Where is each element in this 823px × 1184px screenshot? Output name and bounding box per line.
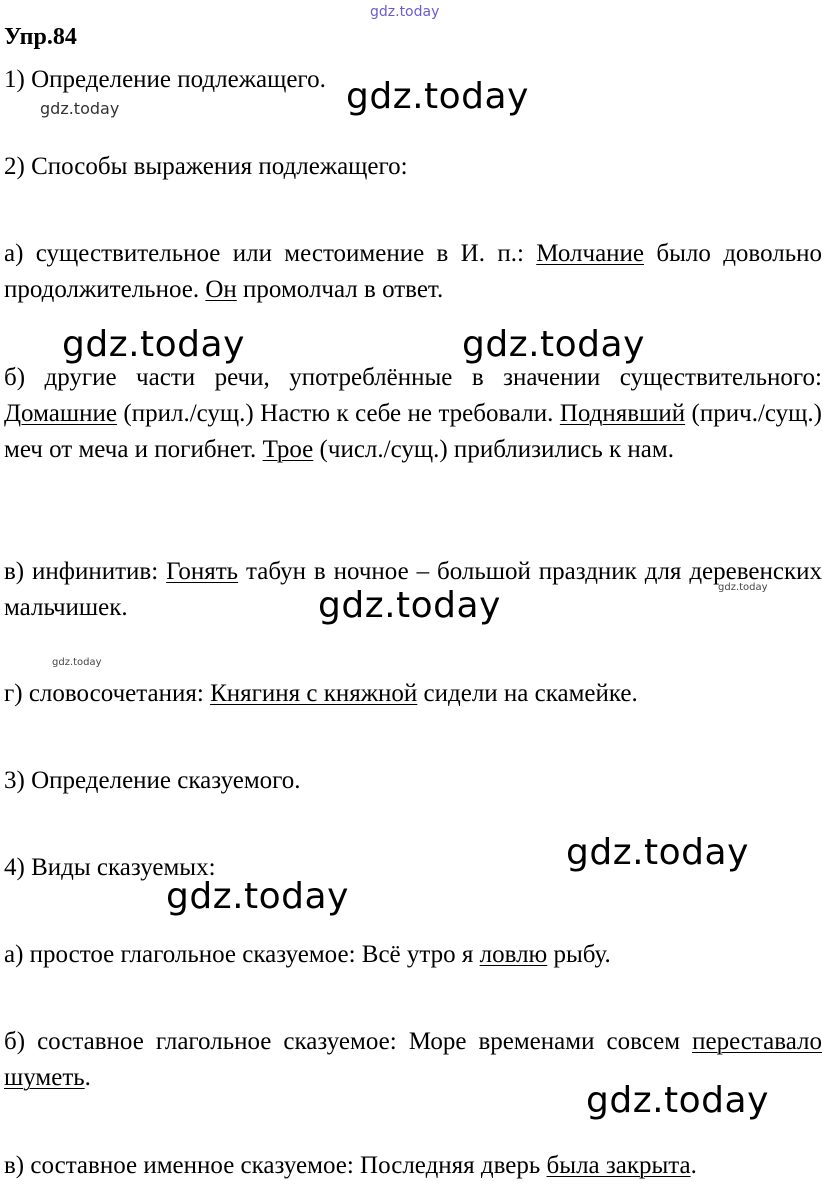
text: (прил./сущ.) Настю к себе не требовали. xyxy=(116,400,560,427)
watermark: gdz.today xyxy=(566,832,749,873)
watermark: gdz.today xyxy=(40,99,120,118)
text: в) инфинитив: xyxy=(4,558,167,585)
paragraph-b xyxy=(4,360,822,468)
text: г) словосочетания: xyxy=(4,680,211,707)
watermark: gdz.today xyxy=(166,876,349,917)
watermark: gdz.today xyxy=(318,585,501,626)
underlined-subject: Домашние xyxy=(4,400,117,427)
item-2: 2) Способы выражения подлежащего: xyxy=(4,153,408,180)
underlined-subject: Он xyxy=(205,276,237,303)
text: . xyxy=(84,1064,91,1091)
text: рыбу. xyxy=(547,941,611,968)
underlined-predicate: ловлю xyxy=(479,941,548,968)
text: (прич./сущ.) меч от меча и погибнет. xyxy=(4,400,822,463)
text: а) простое глагольное сказуемое: Всё утро я xyxy=(4,941,480,968)
underlined-subject: Княгиня с княжной xyxy=(210,680,418,707)
text: сидели на скамейке. xyxy=(417,680,638,707)
watermark: gdz.today xyxy=(62,324,245,365)
watermark-top: gdz.today xyxy=(370,4,440,20)
underlined-predicate: была закрыта xyxy=(546,1152,691,1179)
text: б) другие части речи, употреблённые в значении существительного: xyxy=(4,364,822,391)
underlined-predicate: переставало шуметь xyxy=(4,1028,822,1091)
watermark: gdz.today xyxy=(462,324,645,365)
text: промолчал в ответ. xyxy=(236,276,444,303)
text: было довольно продолжительное. xyxy=(4,240,822,303)
watermark: gdz.today xyxy=(346,76,529,117)
text: (числ./сущ.) приблизились к нам. xyxy=(313,436,674,463)
underlined-subject: Гонять xyxy=(166,558,239,585)
paragraph-predicate-b xyxy=(4,1024,822,1096)
exercise-title: Упр.84 xyxy=(4,24,77,50)
text: табун в ночное – большой праздник для деревенских мальчишек. xyxy=(4,558,822,621)
underlined-subject: Трое xyxy=(262,436,314,463)
paragraph-v xyxy=(4,554,822,626)
underlined-subject: Поднявший xyxy=(559,400,686,427)
watermark: gdz.today xyxy=(718,582,768,593)
paragraph-a xyxy=(4,236,822,308)
text: в) составное именное сказуемое: Последняя дверь xyxy=(4,1152,547,1179)
watermark: gdz.today xyxy=(52,657,102,668)
watermark: gdz.today xyxy=(586,1080,769,1121)
item-3: 3) Определение сказуемого. xyxy=(4,767,301,794)
underlined-subject: Молчание xyxy=(536,240,645,267)
item-4: 4) Виды сказуемых: xyxy=(4,854,216,881)
paragraph-g xyxy=(4,676,638,712)
paragraph-predicate-a xyxy=(4,937,611,973)
text: б) составное глагольное сказуемое: Море временами совсем xyxy=(4,1028,693,1055)
text: . xyxy=(690,1152,697,1179)
text: а) существительное или местоимение в И. п.: xyxy=(4,240,537,267)
item-1: 1) Определение подлежащего. xyxy=(4,66,326,93)
